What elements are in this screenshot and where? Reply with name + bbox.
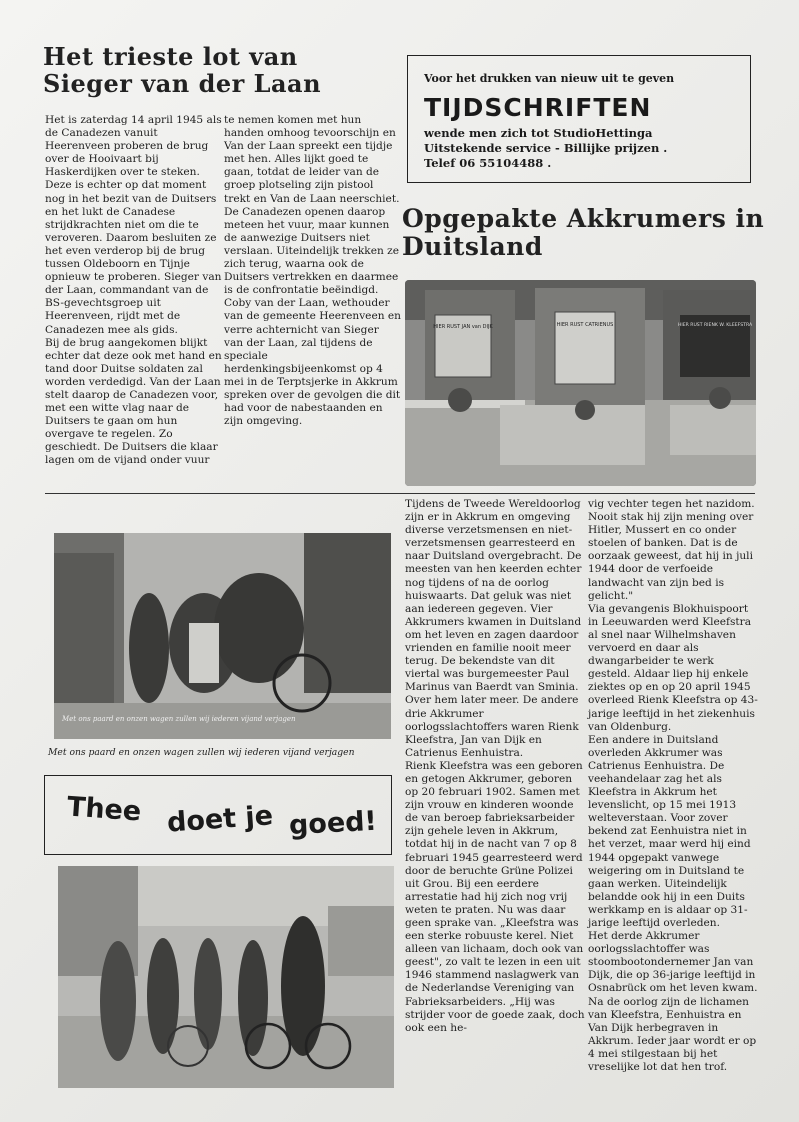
ad-line-3: Uitstekende service - Billijke prijzen .: [424, 141, 668, 155]
tea-word-2: doet je: [166, 800, 275, 839]
article2-column-2-text: vig vechter tegen het nazidom. Nooit stak hij zijn mening over Hitler, Mussert en co onder stoelen of banken. Dat is de oorzaak geweest, dat hij in juli 1944 door de verfoeide landwacht van zijn bed is gelicht." Via gevangenis Blokhuispoort in Leeuwarden werd Kleefstra al snel naar Wilhelmshaven vervoerd en daar als dwangarbeider te werk gesteld. Aldaar liep hij enkele ziektes op en op 20 april 1945 overleed Rienk Kleefstra op 43-jarige leeftijd in het ziekenhuis van Oldenburg. Een andere in Duitsland overleden Akkrumer was Catrienus Eenhuistra. De veehandelaar zag het als Kleefstra in Akkrum het levenslicht, op 15 mei 1913 welteverstaan. Voor zover bekend zat Eenhuistra niet in het verzet, maar werd hij eind 1944 opgepakt vanwege weigering om in Duitsland te gaan werken. Uiteindelijk belandde ook hij in een Duits werkkamp en is aldaar op 31-jarige leeftijd overleden. Het derde Akkrumer oorlogsslachtoffer was stoombootondernemer Jan van Dijk, die op 36-jarige leeftijd in Osnabrück om het leven kwam. Na de oorlog zijn de lichamen van Kleefstra, Eenhuistra en Van Dijk herbegraven in Akkrum. Ieder jaar wordt er op 4 mei stilgestaan bij het vreselijke lot dat hen trof.: [588, 498, 758, 1074]
grave-stone-2-text: HIER RUST CATRIENUS: [556, 322, 614, 328]
soldiers-photo-caption: Met ons paard en onzen wagen zullen wij iederen vijand verjagen: [48, 747, 355, 758]
tea-word-3: goed!: [288, 805, 378, 842]
article1-title-line2: Sieger van der Laan: [43, 68, 322, 98]
graves-photo-image: [405, 280, 756, 486]
section-divider: [45, 493, 755, 494]
article1-column-1-text: Het is zaterdag 14 april 1945 als de Canadezen vanuit Heerenveen proberen de brug over de Hooivaart bij Haskerdijken over te steken. Deze is echter op dat moment nog in het bezit van de Duitsers en het lukt de Canadese strijdkrachten niet om die te veroveren. Daarom besluiten ze het even verderop bij de brug tussen Oldeboorn en Tijnje opnieuw te proberen. Sieger van der Laan, commandant van de BS-gevechtsgroep uit Heerenveen, rijdt met de Canadezen mee als gids. Bij de brug aangekomen blijkt echter dat deze ook met hand en tand door Duitse soldaten zal worden verdedigd. Van der Laan stelt daarop de Canadezen voor, met een witte vlag naar de Duitsers te gaan om hun overgave te regelen. Zo geschiedt. De Duitsers die klaar lagen om de vijand onder vuur: [45, 114, 222, 467]
article2-title: [402, 205, 764, 261]
article2-column-1-text: Tijdens de Tweede Wereldoorlog zijn er in Akkrum en omgeving diverse verzetsmensen en niet-verzetsmensen gearresteerd en naar Duitsland overgebracht. De meesten van hen keerden echter nog tijdens of na de oorlog huiswaarts. Dat geluk was niet aan iedereen gegeven. Vier Akkrumers kwamen in Duitsland om het leven en zagen daardoor vrienden en familie nooit meer terug. De bekendste van dit viertal was burgemeester Paul Marinus van Baerdt van Sminia. Over hem later meer. De andere drie Akkrumer oorlogsslachtoffers waren Rienk Kleefstra, Jan van Dijk en Catrienus Eenhuistra. Rienk Kleefstra was een geboren en getogen Akkrumer, geboren op 20 februari 1902. Samen met zijn vrouw en kinderen woonde de van beroep fabrieksarbeider zijn gehele leven in Akkrum, totdat hij in de nacht van 7 op 8 februari 1945 gearresteerd werd door de beruchte Grüne Polizei uit Grou. Bij een eerdere arrestatie had hij zich nog vrij weten te praten. Nu was daar geen sprake van. „Kleefstra was een sterke robuuste kerel. Niet alleen van lichaam, doch ook van geest", zo valt te lezen in een uit 1946 stammend naslagwerk van de Nederlandse Vereniging van Fabrieksarbeiders. „Hij was strijder voor de goede zaak, doch ook een he-: [405, 498, 585, 1034]
grave-stone-1-text: HIER RUST JAN van DIJK: [433, 324, 493, 330]
soldiers-photo: [54, 533, 391, 739]
street-photo: [58, 866, 394, 1088]
ad-line-4: Telef 06 55104488 .: [424, 156, 552, 170]
article1-title-line1: Het trieste lot van: [43, 42, 298, 71]
print-advertisement: [407, 55, 751, 183]
ad-headline: TIJDSCHRIFTEN: [424, 93, 652, 122]
article2-column-1: [405, 498, 587, 1035]
tea-word-1: Thee: [66, 791, 143, 828]
soldiers-photo-inset-text: [61, 715, 296, 723]
article1-column-2-text: te nemen komen met hun handen omhoog tevoorschijn en Van der Laan spreekt een tijdje met hen. Alles lijkt goed te gaan, totdat de leider van de groep plotseling zijn pistool trekt en Van de Laan neerschiet. De Canadezen openen daarop meteen het vuur, maar kunnen de aanwezige Duitsers niet verslaan. Uiteindelijk trekken ze zich terug, waarna ook de Duitsers vertrekken en daarmee is de confrontatie beëindigd. Coby van der Laan, wethouder van de gemeente Heerenveen en verre achternicht van Sieger van der Laan, zal tijdens de speciale herdenkingsbijeenkomst op 4 mei in de Terptsjerke in Akkrum spreken over de gevolgen die dit had voor de nabestaanden en zijn omgeving.: [224, 114, 402, 428]
soldiers-photo-image: [54, 533, 391, 739]
street-photo-image: [58, 866, 394, 1088]
article2-title-line2: Duitsland: [402, 232, 543, 261]
grave-stone-3-text: HIER RUST RIENK W. KLEEFSTRA: [677, 323, 753, 328]
graves-photo: [405, 280, 756, 486]
article1-column-1: [45, 114, 223, 468]
tea-advertisement: [44, 775, 392, 855]
article1-title: [43, 44, 321, 98]
article1-column-2: [224, 114, 401, 428]
article2-title-line1: Opgepakte Akkrumers in: [402, 204, 765, 233]
ad-line-1: Voor het drukken van nieuw uit te geven: [424, 72, 675, 85]
article2-column-2: [588, 498, 758, 1074]
svg-text:Met ons paard en onzen wagen z: Met ons paard en onzen wagen zullen wij iederen vijand verjagen: [62, 715, 296, 723]
ad-line-2: wende men zich tot StudioHettinga: [424, 126, 653, 140]
